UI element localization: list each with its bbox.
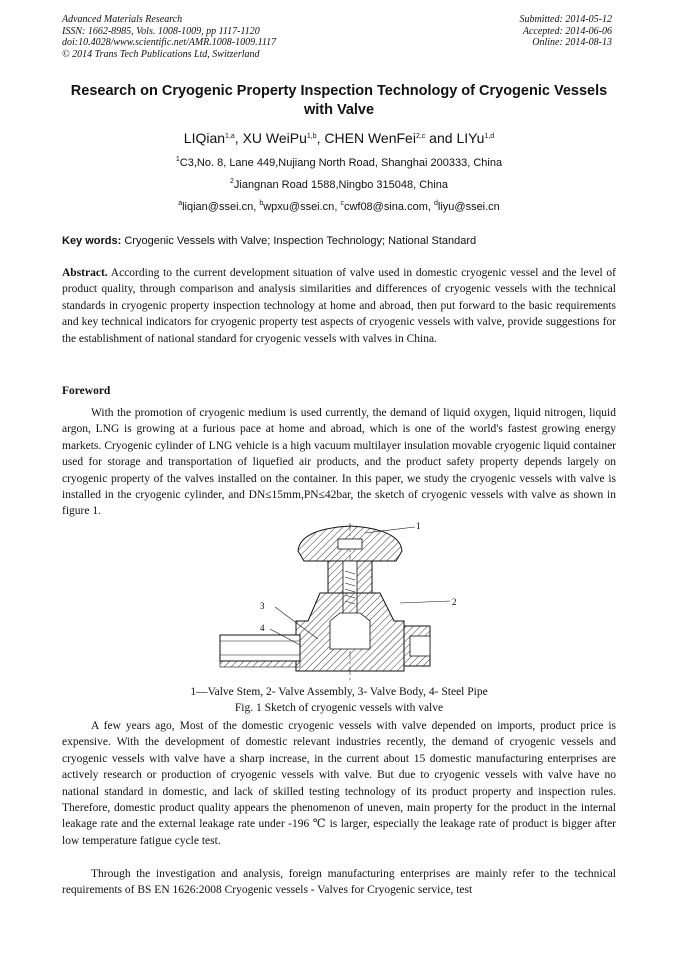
email-link[interactable]: cwf08@sina.com: [343, 201, 428, 213]
email-sup: c: [340, 200, 344, 207]
section-heading-foreword: Foreword: [62, 385, 111, 397]
journal-name: Advanced Materials Research: [62, 14, 183, 25]
affiliation-text: C3,No. 8, Lane 449,Nujiang North Road, Shanghai 200333, China: [179, 157, 503, 169]
affiliation-sup: 1: [175, 156, 180, 163]
email-link[interactable]: wpxu@ssei.cn: [263, 201, 335, 213]
callout-1: 1: [416, 521, 421, 531]
journal-header: [62, 14, 276, 60]
affiliation-text: Jiangnan Road 1588,Ningbo 315048, China: [233, 179, 448, 191]
affiliation-2: [62, 179, 616, 191]
paper-title: Research on Cryogenic Property Inspection Technology of Cryogenic Vessels with Valve: [70, 83, 608, 118]
issn-line: ISSN: 1662-8985, Vols. 1008-1009, pp 1117-1120: [62, 25, 260, 37]
author-name: LIYu: [456, 130, 485, 146]
online-date: Online: 2014-08-13: [532, 37, 612, 48]
foreword-paragraph-2: A few years ago, Most of the domestic cryogenic vessels with valve depended on imports, product price is expensive. With the development of domestic relevant industries recently, the demand of cryogenic vessels and cryogenic vessels with valve have a sharp increase, in the current about 15 domestic manufacturing enterprises are actively research or production of cryogenic vessels with valve. But due to cryogenic vessels with valve have no national standard in domestic, and lack of skilled testing technology of its product property and inspection rules. Therefore, domestic product quality appears the phenomenon of uneven, main property for the product in the internal leakage rate and the external leakage rate under -196 ℃ is larger, especially the leakage rate of product is bigger after low temperature fatigue cycle test.: [62, 720, 616, 847]
affiliation-sup: 2: [230, 178, 234, 185]
email-link[interactable]: liqian@ssei.cn: [182, 201, 254, 213]
submitted-date: Submitted: 2014-05-12: [519, 14, 612, 25]
email-sup: a: [178, 200, 183, 207]
author-sup: 1,a: [225, 133, 235, 140]
affiliation-1: [62, 157, 616, 169]
copyright-line: © 2014 Trans Tech Publications Ltd, Switzerland: [62, 48, 260, 60]
figure-legend: 1—Valve Stem, 2- Valve Assembly, 3- Valve Body, 4- Steel Pipe: [190, 686, 488, 698]
author-sup: 1,b: [306, 133, 317, 140]
dates-header: [520, 14, 613, 49]
callout-3: 3: [260, 601, 265, 611]
accepted-date: Accepted: 2014-06-06: [522, 25, 612, 37]
foreword-paragraph-3: Through the investigation and analysis, foreign manufacturing enterprises are mainly refer to the technical requirements of BS EN 1626:2008 Cryogenic vessels - Valves for Cryogenic service, test: [62, 868, 616, 897]
keywords: [62, 235, 616, 247]
email-list: $^a$liqian@ssei.cn, $^b$wpxu@ssei.cn, $^c$cwf08@sina.com, $^d$liyu@ssei.cn: [178, 200, 500, 213]
keywords-text: Cryogenic Vessels with Valve; Inspection Technology; National Standard: [124, 235, 477, 247]
email-sup: d: [433, 200, 438, 207]
abstract: [62, 265, 616, 347]
doi-line[interactable]: doi:10.4028/www.scientific.net/AMR.1008-1009.1117: [62, 37, 277, 48]
valve-sketch-figure: [200, 521, 470, 688]
keywords-label: Key words:: [62, 235, 122, 247]
author-name: XU WeiPu: [242, 130, 307, 146]
callout-4: 4: [260, 623, 265, 633]
abstract-text: According to the current development situation of valve used in domestic cryogenic vessel and the level of product quality, through comparison and analysis similarities and differences of cryogenic vessels with the technical standards in cryogenic property inspection technology at home and abroad, then put forward to the basic requirements and key technical indicators for cryogenic property test aspects of cryogenic vessels with valve, provide suggestions for the establishment of national standard for cryogenic vessels with valves in China.: [62, 267, 616, 345]
author-list: LIQian$^{1,a}$, XU WeiPu$^{1,b}$, CHEN WenFei$^{2,c}$ and LIYu$^{1,d}$: [183, 130, 495, 146]
figure-caption: Fig. 1 Sketch of cryogenic vessels with valve: [234, 702, 444, 714]
email-link[interactable]: liyu@ssei.cn: [437, 201, 500, 213]
foreword-paragraph-1: With the promotion of cryogenic medium is used currently, the demand of liquid oxygen, liquid nitrogen, liquid argon, LNG is growing at a furious pace at home and abroad, which is one of the world's fastest growing energy markets. Cryogenic cylinder of LNG vehicle is a high vacuum multilayer insulation movable cryogenic liquid container used for storage and transportation of liquefied air products, and the product safety property depends largely on cryogenic property of the valves installed on the container. In this paper, we study the cryogenic vessels with valve is installed in the cryogenic cylinder, and DN≤15mm,PN≤42bar, the sketch of cryogenic vessels with valve as shown in figure 1.: [62, 407, 616, 518]
callout-2: 2: [452, 597, 457, 607]
author-name: LIQian: [183, 130, 226, 146]
valve-sketch-icon: [200, 521, 470, 683]
author-name: CHEN WenFei: [324, 130, 416, 146]
author-sup: 1,d: [484, 133, 495, 140]
author-sup: 2,c: [415, 133, 426, 140]
abstract-label: Abstract.: [62, 267, 108, 279]
email-sup: b: [259, 200, 264, 207]
